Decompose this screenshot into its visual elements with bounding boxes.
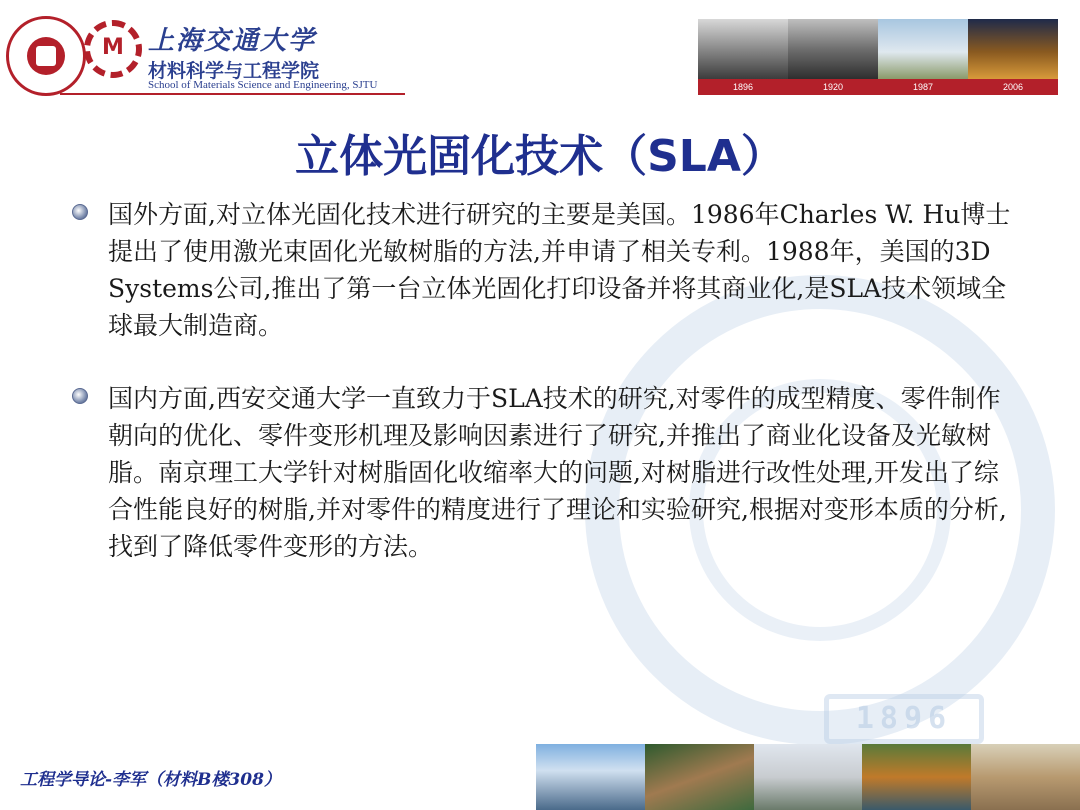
emblem-year: 1896 xyxy=(824,694,984,744)
footer-campus-photo xyxy=(754,744,863,810)
history-photo xyxy=(788,19,878,95)
footer-photo-strip xyxy=(536,744,1080,810)
history-year-label: 1987 xyxy=(878,79,968,95)
bullet-icon xyxy=(72,204,88,220)
history-photo-strip xyxy=(698,19,1058,95)
bullet-text: 国外方面,对立体光固化技术进行研究的主要是美国。1986年Charles W. Hu博士提出了使用激光束固化光敏树脂的方法,并申请了相关专利。1988年，美国的3D Systems公司,推出了第一台立体光固化打印设备并将其商业化,是SLA技术领域全球最大制造商。 xyxy=(108,200,1011,340)
bullet-item xyxy=(72,196,1012,344)
campus-photo-1987 xyxy=(878,19,968,79)
school-gear-logo xyxy=(84,20,142,78)
bullet-icon xyxy=(72,388,88,404)
campus-photo-1920 xyxy=(788,19,878,79)
history-photo xyxy=(698,19,788,95)
school-name-cn: 材料科学与工程学院 xyxy=(148,60,320,82)
history-year-label: 2006 xyxy=(968,79,1058,95)
university-name: 上海交通大学 xyxy=(148,26,317,56)
history-year-label: 1920 xyxy=(788,79,878,95)
bullet-item xyxy=(72,380,1012,565)
footer-course-label: 工程学导论-李军（材料B楼308） xyxy=(20,770,281,790)
footer-campus-photo xyxy=(645,744,754,810)
slide-title: 立体光固化技术（SLA） xyxy=(295,131,785,182)
footer-campus-photo xyxy=(536,744,645,810)
bullet-list xyxy=(72,196,1012,601)
history-photo xyxy=(878,19,968,95)
history-year-label: 1896 xyxy=(698,79,788,95)
seal-core xyxy=(27,37,65,75)
footer-campus-photo xyxy=(971,744,1080,810)
gear-monogram-icon: M xyxy=(102,35,124,60)
history-photo xyxy=(968,19,1058,95)
footer-campus-photo xyxy=(862,744,971,810)
school-name-en: School of Materials Science and Engineering, SJTU xyxy=(148,79,378,91)
bullet-text: 国内方面,西安交通大学一直致力于SLA技术的研究,对零件的成型精度、零件制作朝向的优化、零件变形机理及影响因素进行了研究,并推出了商业化设备及光敏树脂。南京理工大学针对树脂固化收缩率大的问题,对树脂进行改性处理,开发出了综合性能良好的树脂,并对零件的精度进行了理论和实验研究,根据对变形本质的分析,找到了降低零件变形的方法。 xyxy=(108,384,1007,561)
university-seal-logo xyxy=(6,16,86,96)
campus-photo-1896 xyxy=(698,19,788,79)
campus-photo-2006 xyxy=(968,19,1058,79)
header-divider xyxy=(60,93,405,95)
